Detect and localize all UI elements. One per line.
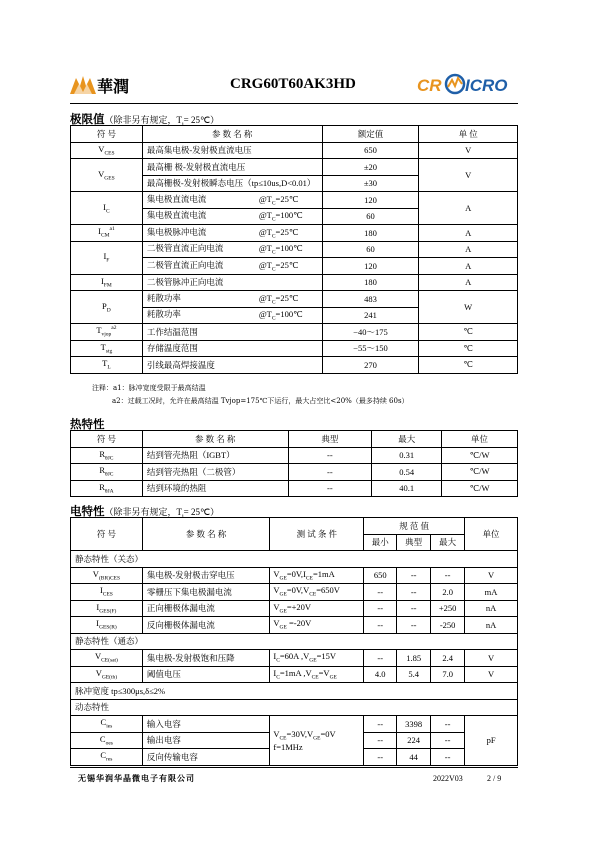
abs-max-header-symbol: 符 号: [71, 126, 143, 143]
symbol-cell: [71, 357, 143, 374]
max-value: 40.1: [372, 480, 442, 497]
param-cond-prefix: @T: [258, 193, 272, 204]
param-name: 集电极直流电流: [146, 210, 207, 221]
unit-cell: A: [419, 241, 518, 258]
rating-value: 120: [322, 192, 419, 209]
param-cond-suffix: =25℃: [275, 292, 299, 303]
thermal-body: [71, 447, 518, 497]
param-cond-suffix: =100℃: [275, 210, 303, 221]
param-cond-prefix: @T: [258, 292, 272, 303]
typ-value: 224: [397, 732, 431, 749]
elec-header-max: 最大: [431, 534, 465, 551]
test-condition-text: $V_{GE}=0V,V_{CE}=650V$: [273, 585, 340, 599]
test-condition-text: $I_C=60A$ $,V_{GE}=15V$: [273, 651, 337, 665]
svg-text:CR: CR: [417, 76, 442, 95]
param-name-cell: [142, 357, 322, 374]
param-name: 存储温度范围: [146, 343, 198, 354]
symbol-subscript: GES(F): [99, 608, 117, 615]
electrical-row: [71, 666, 518, 683]
elec-header-unit: 单位: [465, 518, 518, 551]
param-name-cell: [142, 258, 322, 275]
param-name: 输出电容: [142, 732, 270, 749]
param-name: 结到管壳热阻（IGBT）: [142, 447, 288, 464]
electrical-table: [70, 517, 518, 766]
rating-value: 180: [322, 225, 419, 242]
param-cond-prefix: @T: [258, 259, 272, 270]
param-cond-prefix: @T: [258, 226, 272, 237]
abs-max-header-unit: 单 位: [419, 126, 518, 143]
pulse-note-label: 脉冲宽度 tp≤300μs,δ≤2%: [71, 683, 518, 700]
symbol-cell: [71, 749, 143, 766]
company-logo-text: 華潤: [97, 77, 130, 96]
param-name: 耗散功率: [146, 292, 181, 303]
elec-header-range: 规 范 值: [364, 518, 465, 535]
symbol-letter: T: [96, 325, 102, 336]
symbol-letter: T: [102, 358, 108, 369]
footer-version: 2022V03: [433, 774, 463, 783]
abs-max-cond-prefix: （除非另有规定，T: [104, 115, 182, 125]
brand-logo: [415, 72, 515, 98]
symbol-cell: [71, 716, 143, 733]
unit-cell: V: [465, 650, 518, 667]
part-number: CRG60T60AK3HD: [230, 76, 356, 92]
param-name: 引线最高焊接温度: [146, 359, 215, 370]
symbol-cell: [71, 159, 143, 192]
max-value: +250: [431, 600, 465, 617]
test-condition-freq: f=1MHz: [273, 741, 303, 752]
param-cond-suffix: =25℃: [275, 193, 299, 204]
param-cond-prefix: @T: [258, 243, 272, 254]
abs-max-body: [71, 142, 518, 373]
abs-max-row: [71, 274, 518, 291]
param-cond-prefix: @T: [258, 210, 272, 221]
symbol-subscript: GES(R): [98, 625, 117, 632]
param-cond-sub: C: [271, 217, 276, 224]
max-value: --: [431, 567, 465, 584]
param-name: 最高栅极-发射极瞬态电压（tp≤10us,D<0.01）: [146, 178, 316, 189]
rating-value: ±20: [322, 159, 419, 176]
rating-value: ±30: [322, 175, 419, 192]
test-condition-cell: [270, 617, 364, 634]
abs-max-table: [70, 125, 518, 374]
symbol-letter: R: [99, 481, 105, 492]
electrical-row: [71, 650, 518, 667]
abs-max-header-param: 参 数 名 称: [142, 126, 322, 143]
param-name-cell: [142, 241, 322, 258]
symbol-subscript: CE(sat): [101, 658, 118, 665]
rating-value: 60: [322, 208, 419, 225]
typ-value: --: [397, 617, 431, 634]
typ-value: --: [288, 447, 372, 464]
symbol-subscript: θJC: [105, 455, 114, 462]
symbol-letter: C: [99, 733, 106, 744]
page-header: [70, 66, 520, 106]
symbol-subscript: FM: [103, 282, 112, 289]
symbol-cell: [71, 666, 143, 683]
param-name: 最高栅 极-发射极直流电压: [146, 161, 246, 172]
symbol-letter: I: [98, 226, 101, 237]
group-static-on-label: 静态特性（通态）: [71, 633, 518, 650]
rating-value: −40～175: [322, 324, 419, 341]
unit-cell: pF: [465, 716, 518, 766]
thermal-header-param: 参 数 名 称: [142, 431, 288, 448]
symbol-subscript: CES: [102, 592, 113, 599]
param-name: 工作结温范围: [146, 326, 198, 337]
abs-max-row: [71, 357, 518, 374]
symbol-cell: [71, 447, 143, 464]
thermal-row: [71, 480, 518, 497]
unit-cell: ℃: [419, 340, 518, 357]
svg-text:ICRO: ICRO: [465, 76, 508, 95]
param-cond-suffix: =100℃: [275, 243, 303, 254]
rating-value: 120: [322, 258, 419, 275]
thermal-header-symbol: 符 号: [71, 431, 143, 448]
param-name-cell: [142, 291, 322, 308]
symbol-subscript: θJA: [104, 488, 114, 495]
unit-cell: ℃/W: [442, 464, 518, 481]
symbol-subscript: stg: [105, 348, 113, 355]
abs-max-row: [71, 225, 518, 242]
param-name: 二极管脉冲正向电流: [146, 277, 224, 288]
symbol-letter: I: [101, 275, 104, 286]
symbol-cell: [71, 340, 143, 357]
param-name: 集电极-发射极饱和压降: [142, 650, 270, 667]
symbol-letter: R: [99, 465, 106, 476]
rating-value: 180: [322, 274, 419, 291]
unit-cell: V: [465, 666, 518, 683]
symbol-letter: V: [94, 651, 102, 662]
unit-cell: nA: [465, 600, 518, 617]
param-name: 反向传输电容: [142, 749, 270, 766]
param-name: 集电极-发射极击穿电压: [142, 567, 270, 584]
electrical-cond-suffix: = 25℃）: [183, 507, 220, 517]
rating-value: −55～150: [322, 340, 419, 357]
symbol-letter: I: [99, 585, 103, 596]
min-value: --: [364, 650, 397, 667]
min-value: --: [364, 749, 397, 766]
param-cond-suffix: =100℃: [275, 309, 303, 320]
param-name: 二极管直流正向电流: [146, 243, 224, 254]
abs-max-note-2: a2：过载工况时，允许在最高结温 Tvjop=175℃下运行，最大占空比<20%（最多持续 60s）: [112, 397, 409, 405]
unit-cell: ℃: [419, 324, 518, 341]
electrical-body: [71, 551, 518, 766]
min-value: --: [364, 716, 397, 733]
symbol-cell: [71, 225, 143, 242]
symbol-cell: [71, 567, 143, 584]
typ-value: 3398: [397, 716, 431, 733]
min-value: 650: [364, 567, 397, 584]
param-cond-sub: C: [271, 299, 276, 306]
rating-value: 270: [322, 357, 419, 374]
symbol-subscript: oes: [105, 740, 113, 747]
rating-value: 483: [322, 291, 419, 308]
test-condition-cell: [270, 567, 364, 584]
typ-value: --: [288, 464, 372, 481]
typ-value: --: [397, 584, 431, 601]
abs-max-row: [71, 192, 518, 209]
param-name-cell: [142, 159, 322, 176]
group-dynamic: [71, 699, 518, 716]
typ-value: --: [288, 480, 372, 497]
electrical-row: [71, 567, 518, 584]
max-value: --: [431, 749, 465, 766]
rating-value: 241: [322, 307, 419, 324]
symbol-cell: [71, 274, 143, 291]
symbol-subscript: CES: [104, 150, 115, 157]
param-name: 集电极直流电流: [146, 193, 207, 204]
electrical-title: 电特性: [70, 506, 105, 518]
symbol-subscript: C: [106, 208, 110, 215]
unit-cell: A: [419, 258, 518, 275]
symbol-cell: [71, 617, 143, 634]
abs-max-row: [71, 291, 518, 308]
typ-value: --: [397, 600, 431, 617]
thermal-row: [71, 447, 518, 464]
thermal-section-title: 热特性: [70, 419, 105, 431]
param-cond-sub: C: [271, 266, 276, 273]
footer-page: 2 / 9: [487, 774, 502, 783]
abs-max-row: [71, 159, 518, 176]
symbol-letter: V: [92, 568, 99, 579]
param-cond-suffix: =25℃: [275, 226, 299, 237]
rating-value: 60: [322, 241, 419, 258]
typ-value: 1.85: [397, 650, 431, 667]
param-cond-sub: C: [271, 200, 276, 207]
symbol-cell: [71, 464, 143, 481]
param-name-cell: [142, 307, 322, 324]
symbol-cell: [71, 732, 143, 749]
typ-value: --: [397, 567, 431, 584]
pulse-note: [71, 683, 518, 700]
symbol-subscript: CM: [100, 233, 110, 240]
abs-max-row: [71, 142, 518, 159]
param-cond-sub: C: [271, 316, 276, 323]
elec-header-cond: 测 试 条 件: [270, 518, 364, 551]
symbol-letter: R: [99, 448, 106, 459]
symbol-cell: [71, 192, 143, 225]
symbol-letter: I: [96, 601, 100, 612]
symbol-superscript: a1: [109, 226, 115, 233]
symbol-subscript: ies: [106, 724, 113, 731]
max-value: --: [431, 732, 465, 749]
electrical-row: [71, 600, 518, 617]
footer-divider: [70, 767, 518, 768]
symbol-subscript: vjop: [101, 332, 112, 339]
param-cond-prefix: @T: [258, 309, 272, 320]
unit-cell: A: [419, 274, 518, 291]
header-divider: [70, 103, 518, 104]
symbol-subscript: F: [106, 257, 110, 264]
param-name-cell: [142, 324, 322, 341]
electrical-row: [71, 716, 518, 733]
symbol-letter: C: [100, 717, 107, 728]
test-condition-cell: [270, 650, 364, 667]
abs-max-row: [71, 340, 518, 357]
test-condition-text: $V_{GE}=0V,I_{CE}=1mA$: [273, 568, 335, 582]
symbol-letter: C: [100, 750, 107, 761]
unit-cell: A: [419, 192, 518, 225]
symbol-cell: [71, 241, 143, 274]
param-name: 零栅压下集电极漏电流: [142, 584, 270, 601]
test-condition-cell: [270, 716, 364, 766]
symbol-letter: V: [95, 667, 102, 678]
abs-max-cond-suffix: = 25℃）: [183, 115, 220, 125]
elec-header-param: 参 数 名 称: [142, 518, 270, 551]
param-name: 结到管壳热阻（二极管）: [142, 464, 288, 481]
abs-max-row: [71, 241, 518, 258]
param-name: 结到环境的热阻: [142, 480, 288, 497]
group-static-off: [71, 551, 518, 568]
max-value: 7.0: [431, 666, 465, 683]
symbol-letter: V: [98, 168, 105, 179]
elec-header-symbol: 符 号: [71, 518, 143, 551]
unit-cell: V: [419, 159, 518, 192]
symbol-letter: P: [102, 300, 107, 311]
param-name: 正向栅极体漏电流: [142, 600, 270, 617]
param-name: 最高集电极-发射极直流电压: [146, 145, 252, 156]
param-name-cell: [142, 192, 322, 209]
abs-max-note-1: 注释：a1：脉冲宽度受限于最高结温: [92, 384, 206, 392]
max-value: 0.31: [372, 447, 442, 464]
symbol-subscript: θJC: [105, 472, 114, 479]
param-name-cell: [142, 340, 322, 357]
thermal-header-max: 最大: [372, 431, 442, 448]
symbol-cell: [71, 584, 143, 601]
param-name: 输入电容: [142, 716, 270, 733]
unit-cell: ℃/W: [442, 447, 518, 464]
unit-cell: W: [419, 291, 518, 324]
elec-header-typ: 典型: [397, 534, 431, 551]
typ-value: 44: [397, 749, 431, 766]
group-static-off-label: 静态特性（关态）: [71, 551, 518, 568]
elec-header-min: 最小: [364, 534, 397, 551]
param-name: 耗散功率: [146, 309, 181, 320]
symbol-cell: [71, 600, 143, 617]
symbol-superscript: a2: [111, 325, 117, 332]
abs-max-header-rating: 额定值: [322, 126, 419, 143]
max-value: 2.4: [431, 650, 465, 667]
symbol-cell: [71, 142, 143, 159]
footer-company: 无锡华润华晶微电子有限公司: [78, 774, 195, 783]
unit-cell: V: [419, 142, 518, 159]
min-value: --: [364, 584, 397, 601]
unit-cell: mA: [465, 584, 518, 601]
param-name-cell: [142, 175, 322, 192]
test-condition-text: $I_C=1mA$ $,V_{CE}=V_{GE}$: [273, 667, 337, 681]
param-name: 集电极脉冲电流: [146, 226, 207, 237]
max-value: 2.0: [431, 584, 465, 601]
param-name-cell: [142, 208, 322, 225]
unit-cell: ℃: [419, 357, 518, 374]
company-logo-mark: [70, 74, 96, 94]
electrical-cond-prefix: （除非另有规定，T: [104, 507, 182, 517]
symbol-subscript: (BR)CES: [98, 575, 121, 582]
company-logo: [70, 72, 130, 98]
symbol-subscript: GE(th): [101, 674, 118, 681]
abs-max-title: 极限值: [70, 114, 105, 126]
symbol-subscript: L: [107, 365, 111, 372]
unit-cell: ℃/W: [442, 480, 518, 497]
group-static-on: [71, 633, 518, 650]
max-value: 0.54: [372, 464, 442, 481]
param-name: 阈值电压: [142, 666, 270, 683]
symbol-letter: T: [100, 341, 106, 352]
thermal-header-unit: 单位: [442, 431, 518, 448]
param-name-cell: [142, 142, 322, 159]
symbol-letter: V: [98, 143, 105, 154]
min-value: --: [364, 600, 397, 617]
electrical-row: [71, 617, 518, 634]
unit-cell: nA: [465, 617, 518, 634]
param-name-cell: [142, 225, 322, 242]
symbol-letter: I: [103, 201, 106, 212]
test-condition-cell: [270, 584, 364, 601]
group-dynamic-label: 动态特性: [71, 699, 518, 716]
min-value: --: [364, 732, 397, 749]
test-condition-cell: [270, 600, 364, 617]
test-condition-cell: [270, 666, 364, 683]
unit-cell: V: [465, 567, 518, 584]
param-name: 二极管直流正向电流: [146, 259, 224, 270]
unit-cell: A: [419, 225, 518, 242]
thermal-table: [70, 430, 518, 497]
symbol-subscript: res: [106, 757, 113, 764]
thermal-row: [71, 464, 518, 481]
rating-value: 650: [322, 142, 419, 159]
symbol-cell: [71, 650, 143, 667]
max-value: -250: [431, 617, 465, 634]
electrical-row: [71, 584, 518, 601]
symbol-subscript: D: [106, 307, 111, 314]
param-name-cell: [142, 274, 322, 291]
symbol-cell: [71, 291, 143, 324]
symbol-letter: I: [103, 251, 107, 262]
max-value: --: [431, 716, 465, 733]
abs-max-row: [71, 324, 518, 341]
test-condition-text: $V_{GE}=+20V$: [273, 601, 312, 615]
test-condition-text: $V_{CE}=30V,V_{GE}=0V$: [273, 728, 336, 742]
param-name: 反向栅极体漏电流: [142, 617, 270, 634]
thermal-header-typ: 典型: [288, 431, 372, 448]
symbol-cell: [71, 324, 143, 341]
param-cond-sub: C: [271, 250, 276, 257]
min-value: 4.0: [364, 666, 397, 683]
min-value: --: [364, 617, 397, 634]
symbol-letter: I: [96, 618, 99, 629]
symbol-cell: [71, 480, 143, 497]
test-condition-text: $V_{GE} =-20V$: [273, 618, 312, 632]
typ-value: 5.4: [397, 666, 431, 683]
param-cond-sub: C: [271, 233, 276, 240]
symbol-subscript: GES: [104, 175, 115, 182]
param-cond-suffix: =25℃: [275, 259, 299, 270]
